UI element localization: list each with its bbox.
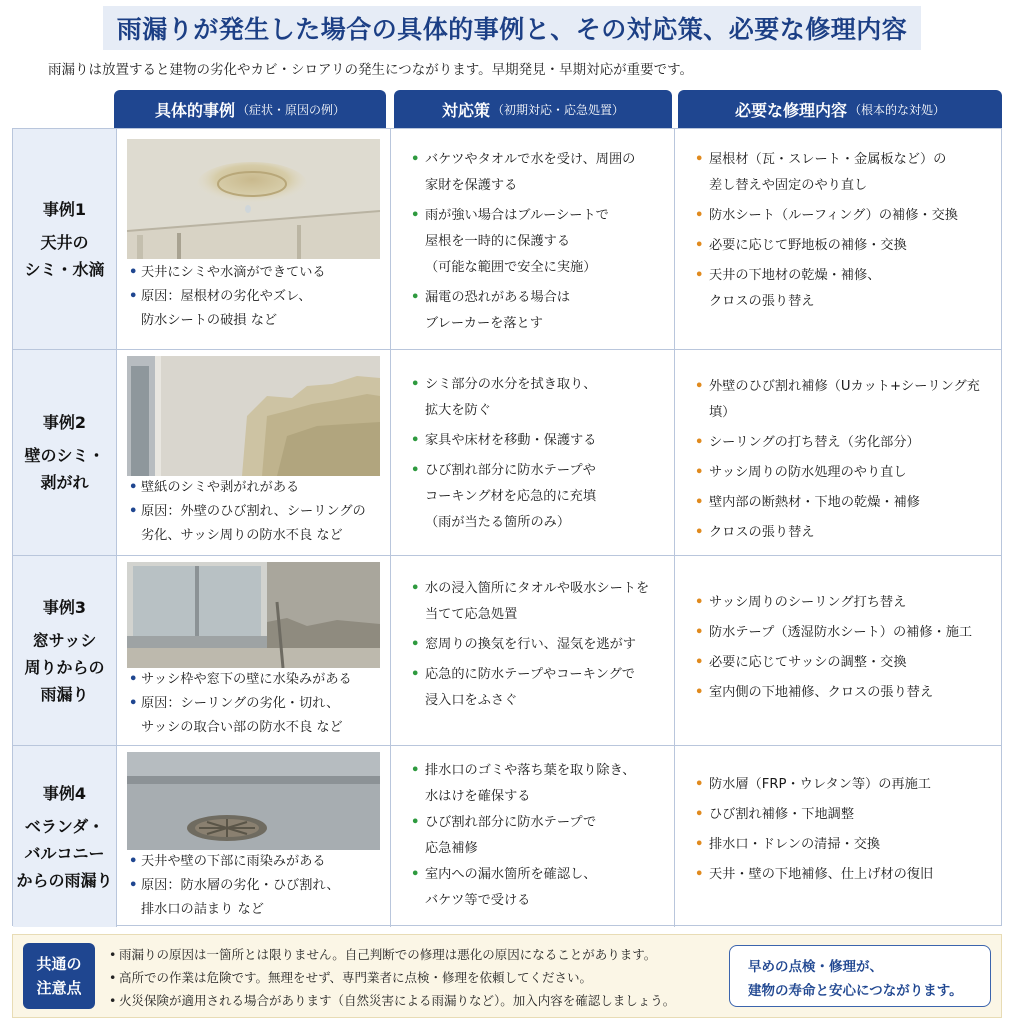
- response-item: • シミ部分の水分を拭き取り、 拡大を防ぐ: [411, 372, 666, 424]
- response-item: • ひび割れ部分に防水テープや コーキング材を応急的に充填 （雨が当たる箇所のみ）: [411, 458, 666, 536]
- common-notes-panel: [12, 934, 1002, 1018]
- repair-item: • 防水テープ（透湿防水シート）の補修・施工: [695, 620, 993, 646]
- column-header-responses: 対応策 （初期対応・応急処置）: [394, 90, 672, 128]
- repair-item: • 室内側の下地補修、クロスの張り替え: [695, 680, 993, 706]
- repair-cell: [675, 129, 1001, 349]
- symptom-item: • 天井や壁の下部に雨染みがある: [127, 850, 386, 874]
- case-row-1: [13, 129, 1001, 349]
- symptom-cell: [117, 556, 391, 745]
- repair-item: • 必要に応じて野地板の補修・交換: [695, 233, 993, 259]
- repair-item: • 屋根材（瓦・スレート・金属板など）の 差し替えや固定のやり直し: [695, 147, 993, 199]
- wall-stain-photo: [127, 356, 380, 476]
- response-item: • 排水口のゴミや落ち葉を取り除き、 水はけを確保する: [411, 758, 666, 810]
- repair-cell: [675, 350, 1001, 555]
- page-subtitle: 雨漏りは放置すると建物の劣化やカビ・シロアリの発生につながります。早期発見・早期対応が重要です。: [48, 62, 694, 78]
- response-item: • 雨が強い場合はブルーシートで 屋根を一時的に保護する （可能な範囲で安全に実施）: [411, 203, 666, 281]
- case-label: 事例3 窓サッシ 周りからの 雨漏り: [13, 556, 117, 745]
- response-item: • 窓周りの換気を行い、湿気を逃がす: [411, 632, 666, 658]
- response-item: • 応急的に防水テープやコーキングで 浸入口をふさぐ: [411, 662, 666, 714]
- repair-item: • 必要に応じてサッシの調整・交換: [695, 650, 993, 676]
- repair-item: • 天井の下地材の乾燥・補修、 クロスの張り替え: [695, 263, 993, 315]
- cause-item: • 原因：シーリングの劣化・切れ、 サッシの取合い部の防水不良 など: [127, 692, 386, 740]
- case-label: 事例4 ベランダ・ バルコニー からの雨漏り: [13, 746, 117, 927]
- common-notes-list: [109, 943, 675, 1012]
- symptom-item: • サッシ枠や窓下の壁に水染みがある: [127, 668, 386, 692]
- repair-cell: [675, 746, 1001, 927]
- response-item: • 室内への漏水箇所を確認し、 バケツ等で受ける: [411, 862, 666, 914]
- repair-item: • 壁内部の断熱材・下地の乾燥・補修: [695, 490, 993, 516]
- repair-item: • 外壁のひび割れ補修（Uカット+シーリング充填）: [695, 374, 993, 426]
- window-sash-photo: [127, 562, 380, 668]
- response-cell: [391, 129, 675, 349]
- note-item: • 火災保険が適用される場合があります（自然災害による雨漏りなど）。加入内容を確認しましょう。: [109, 989, 675, 1012]
- balcony-drain-photo: [127, 752, 380, 850]
- note-item: • 雨漏りの原因は一箇所とは限りません。自己判断での修理は悪化の原因になることがあります。: [109, 943, 675, 966]
- cause-item: • 原因：外壁のひび割れ、シーリングの 劣化、サッシ周りの防水不良 など: [127, 500, 386, 548]
- repair-item: • 排水口・ドレンの清掃・交換: [695, 832, 993, 858]
- repair-item: • シーリングの打ち替え（劣化部分）: [695, 430, 993, 456]
- repair-item: • クロスの張り替え: [695, 520, 993, 546]
- response-cell: [391, 746, 675, 927]
- repair-item: • サッシ周りのシーリング打ち替え: [695, 590, 993, 616]
- cause-item: • 原因：屋根材の劣化やズレ、 防水シートの破損 など: [127, 285, 386, 333]
- symptom-cell: [117, 746, 391, 927]
- case-label: 事例1 天井の シミ・水滴: [13, 129, 117, 349]
- response-item: • バケツやタオルで水を受け、周囲の 家財を保護する: [411, 147, 666, 199]
- response-item: • ひび割れ部分に防水テープで 応急補修: [411, 810, 666, 862]
- repair-item: • サッシ周りの防水処理のやり直し: [695, 460, 993, 486]
- common-notes-badge: 共通の 注意点: [23, 943, 95, 1009]
- symptom-cell: [117, 350, 391, 555]
- case-row-3: [13, 555, 1001, 745]
- symptom-item: • 壁紙のシミや剥がれがある: [127, 476, 386, 500]
- repair-item: • 防水シート（ルーフィング）の補修・交換: [695, 203, 993, 229]
- cause-item: • 原因：防水層の劣化・ひび割れ、 排水口の詰まり など: [127, 874, 386, 922]
- repair-cell: [675, 556, 1001, 745]
- note-item: • 高所での作業は危険です。無理をせず、専門業者に点検・修理を依頼してください。: [109, 966, 675, 989]
- repair-item: • ひび割れ補修・下地調整: [695, 802, 993, 828]
- response-cell: [391, 350, 675, 555]
- early-inspection-callout: 早めの点検・修理が、 建物の寿命と安心につながります。: [729, 945, 991, 1007]
- response-item: • 家具や床材を移動・保護する: [411, 428, 666, 454]
- response-item: • 漏電の恐れがある場合は ブレーカーを落とす: [411, 285, 666, 337]
- case-row-4: [13, 745, 1001, 927]
- case-label: 事例2 壁のシミ・ 剥がれ: [13, 350, 117, 555]
- repair-item: • 天井・壁の下地補修、仕上げ材の復旧: [695, 862, 993, 888]
- symptom-item: • 天井にシミや水滴ができている: [127, 261, 386, 285]
- response-item: • 水の浸入箇所にタオルや吸水シートを 当てて応急処置: [411, 576, 666, 628]
- column-header-repairs: 必要な修理内容 （根本的な対処）: [678, 90, 1002, 128]
- case-row-2: [13, 349, 1001, 555]
- symptom-cell: [117, 129, 391, 349]
- case-table: [12, 128, 1002, 926]
- column-header-cases: 具体的事例 （症状・原因の例）: [114, 90, 386, 128]
- ceiling-stain-photo: [127, 139, 380, 259]
- response-cell: [391, 556, 675, 745]
- page-title: 雨漏りが発生した場合の具体的事例と、その対応策、必要な修理内容: [103, 6, 922, 50]
- repair-item: • 防水層（FRP・ウレタン等）の再施工: [695, 772, 993, 798]
